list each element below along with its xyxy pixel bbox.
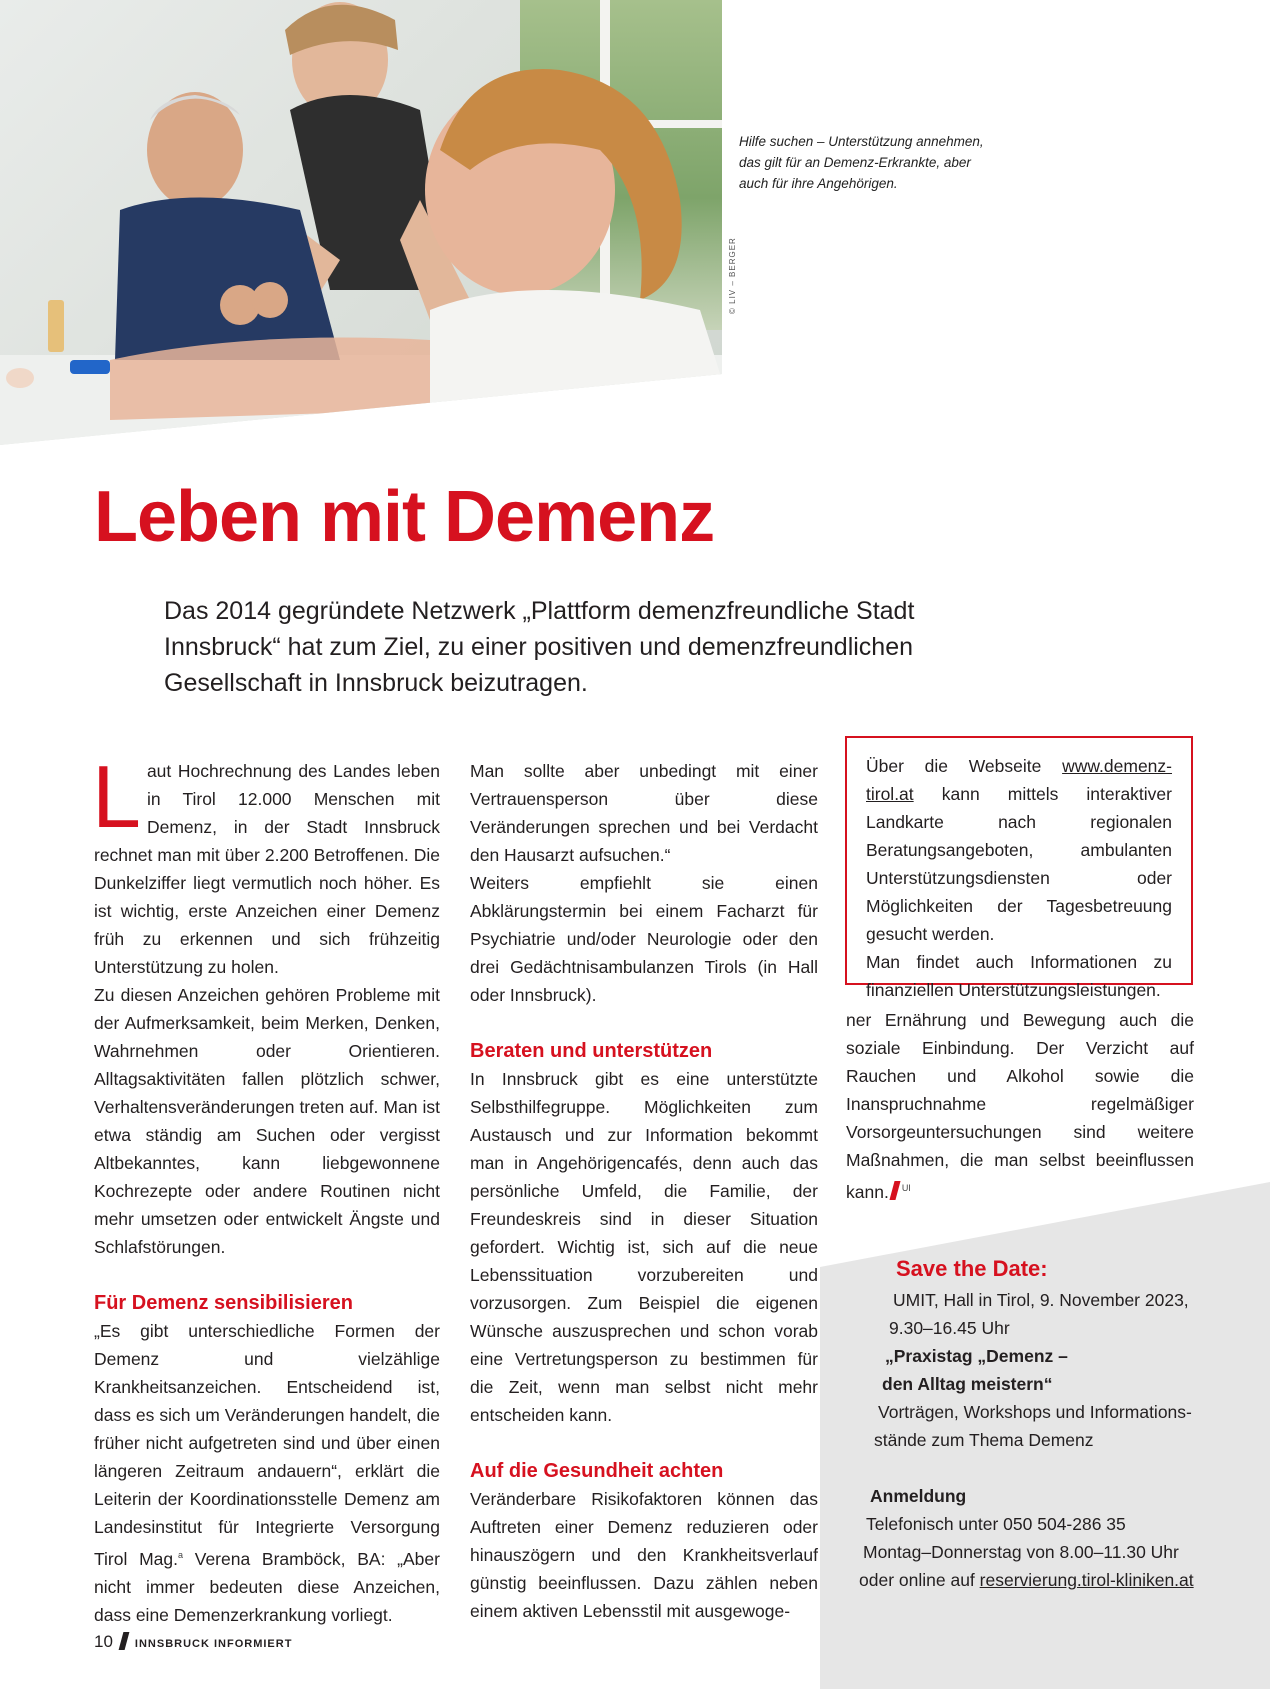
hero-photo [0,0,722,445]
article-title: Leben mit Demenz [94,477,715,557]
info-box [845,736,1193,1000]
author-initials: UI [901,1183,911,1193]
info-text: Man findet auch Informationen zu finanziellen Unterstützungsleistungen. [866,952,1172,1000]
event-description: Vorträgen, Workshops und Informations- [878,1402,1192,1422]
save-the-date-title: Save the Date: [896,1256,1048,1281]
info-text: Über die Webseite www.demenz-tirol.at kann mittels interaktiver Landkarte nach regionalen Beratungsangeboten, ambulanten Unterstützungsdiensten oder Möglichkeiten der Tagesbetreuung gesucht werden. [866,756,1172,944]
event-description: stände zum Thema Demenz [874,1430,1094,1450]
photo-caption: Hilfe suchen – Unterstützung annehmen, das gilt für an Demenz-Erkrankte, aber auch für ihre Angehörigen. [739,134,984,191]
paragraph: „Es gibt unterschiedliche Formen der Demenz und vielzählige Krankheitsanzeichen. Entscheidend ist, dass es sich um Veränderungen handelt, die früher nicht aufgetreten sind und über einen längeren Zeitraum andauern“, erklärt die Leiterin der Koordinationsstelle Demenz am Landesinstitut für Integrierte Versorgung Tirol Mag.$^a$ Verena Bramböck, BA: „Aber nicht immer bedeuten diese Anzeichen, dass eine Demenzerkrankung vorliegt. [94,1321,440,1625]
publication-name: INNSBRUCK INFORMIERT [134,1638,293,1650]
event-location-date: UMIT, Hall in Tirol, 9. November 2023, [893,1290,1189,1310]
registration-hours: Montag–Donnerstag von 8.00–11.30 Uhr [863,1542,1179,1562]
paragraph: In Innsbruck gibt es eine unterstützte Selbsthilfegruppe. Möglichkeiten zum Austausch und zur Information bekommt man in Angehörigencafés, denn auch das persönliche Umfeld, die Familie, der Freundeskreis sind in dieser Situation gefordert. Wichtig ist, sich auf die neue Lebenssituation vorzubereiten und vorzusorgen. Zum Beispiel die eigenen Wünsche auszusprechen und schon vorab eine Vertretungsperson zu bestimmen für die Zeit, wenn man selbst nicht mehr entscheiden kann. [470,1069,818,1425]
article-lead: Das 2014 gegründete Netzwerk „Plattform demenzfreundliche Stadt Innsbruck“ hat zum Ziel, zu einer positiven und demenzfreundlichen Gesellschaft in Innsbruck beizutragen. [164,597,915,697]
column-1 [92,747,440,1629]
paragraph [92,747,440,981]
registration-title: Anmeldung [870,1486,967,1506]
event-time: 9.30–16.45 Uhr [889,1318,1010,1338]
paragraph: Weiters empfiehlt sie einen Abklärungstermin bei einem Facharzt für Psychiatrie und/oder Neurologie oder den drei Gedächtnisambulanzen Tirols (in Hall oder Innsbruck). [470,873,818,1005]
event-title: „Praxistag „Demenz – [885,1346,1068,1366]
footer-slash-icon [119,1632,130,1650]
drop-cap: L [92,747,141,846]
website-link[interactable]: www.demenz-tirol.at [866,756,1172,804]
paragraph: Veränderbare Risikofaktoren können das Auftreten einer Demenz reduzieren oder hinauszögern und den Krankheitsverlauf günstig beeinflussen. Dazu zählen neben einem aktiven Lebensstil mit ausgewoge- [470,1489,818,1621]
paragraph: Zu diesen Anzeichen gehören Probleme mit der Aufmerksamkeit, beim Merken, Denken, Wahrnehmen oder Orientieren. Alltagsaktivitäten fallen plötzlich schwer, Verhaltensveränderungen treten auf. Man ist etwa ständig am Suchen oder vergisst Altbekanntes, kann liebgewonnene Kochrezepte oder andere Routinen nicht mehr umsetzen oder entwickelt Ängste und Schlafstörungen. [94,985,440,1257]
paragraph-text: aut Hochrechnung des Landes leben in Tirol 12.000 Menschen mit Demenz, in der Stadt Innsbruck rechnet man mit über 2.200 Betroffenen. Die Dunkelziffer liegt vermutlich noch höher. Es ist wichtig, erste Anzeichen einer Demenz früh zu erkennen und sich frühzeitig Unterstützung zu holen. [94,761,440,977]
registration-link[interactable]: reservierung.tirol-kliniken.at [979,1570,1194,1590]
registration-online: oder online auf reservierung.tirol-kliniken.at [859,1570,1194,1590]
column-3 [846,1006,1194,1206]
event-title: den Alltag meistern“ [882,1374,1053,1394]
page-footer [94,1632,292,1652]
section-heading: Auf die Gesundheit achten [470,1460,724,1482]
registration-phone: Telefonisch unter 050 504-286 35 [866,1514,1126,1534]
paragraph: Man sollte aber unbedingt mit einer Vertrauensperson über diese Veränderungen sprechen und bei Verdacht den Hausarzt aufsuchen.“ [470,761,818,865]
end-mark-icon [889,1181,900,1200]
page-number: 10 [94,1632,113,1651]
paragraph: ner Ernährung und Bewegung auch die soziale Einbindung. Der Verzicht auf Rauchen und Alkohol sowie die Inanspruchnahme regelmäßiger Vorsorgeuntersuchungen sind weitere Maßnahmen, die man selbst beeinflussen kann. $^{UI}$ [846,1010,1194,1202]
section-heading: Beraten und unterstützen [470,1040,713,1062]
section-heading: Für Demenz sensibilisieren [94,1292,353,1314]
photo-credit: © LIV – BERGER [728,237,737,314]
column-2 [470,757,818,1625]
